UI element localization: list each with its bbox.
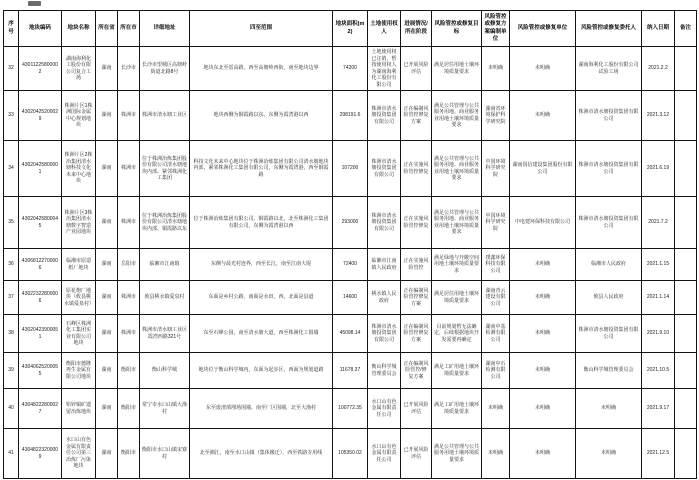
cell-province: 湖南 (96, 315, 118, 353)
cell-province: 湖南 (96, 141, 118, 197)
col-code: 地块编码 (19, 11, 62, 47)
cell-client: 攸县人民政府 (576, 281, 642, 315)
col-province: 所在省 (96, 11, 118, 47)
cell-stage: 已开展风险评估 (401, 429, 432, 479)
cell-target: 满足居住用地土壤环境质量要求 (432, 281, 482, 315)
cell-code: 43011225800002 (19, 47, 62, 91)
cell-plan-unit: 未明确 (482, 389, 510, 429)
land-parcel-table (3, 10, 697, 479)
cell-client: 株洲市清水塘投资集团有限公司 (576, 91, 642, 141)
cell-province: 湖南 (96, 197, 118, 249)
cell-address: 衡山科学城 (140, 353, 190, 389)
cell-repair-unit: 未明确 (510, 281, 576, 315)
cell-province: 湖南 (96, 429, 118, 479)
cell-repair-unit: 未明确 (510, 353, 576, 389)
cell-client: 湖南海利化工股份有限公司试验工场 (576, 47, 642, 91)
cell-city: 衡阳市 (118, 389, 140, 429)
cell-code: 43020425800001 (19, 141, 62, 197)
cell-plan-unit: 湖南中基检测有限公司 (482, 315, 510, 353)
cell-repair-unit: 湖南国信建设集团股份有限公司 (510, 141, 576, 197)
cell-note (675, 315, 697, 353)
col-name: 地块名称 (62, 11, 96, 47)
cell-target: 满足工矿用地土壤环境质量要求 (432, 389, 482, 429)
cell-name: 原花炮厂地块（攸县桃水镇爱泉村） (62, 281, 96, 315)
cell-client: 株洲市清水塘投资集团有限公司 (576, 315, 642, 353)
cell-city: 衡阳市 (118, 429, 140, 479)
cell-date: 2021.2.2 (642, 47, 675, 91)
col-land-user: 土地使用权人 (368, 11, 401, 47)
cell-stage: 正在实施风险管控修复 (401, 141, 432, 197)
cell-address: 株洲市清水塘工业区霞湾西路321号 (140, 315, 190, 353)
col-no: 序号 (4, 11, 19, 47)
cell-code: 43020425200029 (19, 91, 62, 141)
cell-boundary: 科技文化未来中心地块位于株洲冶炼集团有限公司清水塘地块内部，紧邻株洲化工集团有限公司，东侧为霞湾港，西至铜霞路 (190, 141, 333, 197)
cell-note (675, 141, 697, 197)
cell-date: 2021.12.5 (642, 429, 675, 479)
cell-land-user: 株洲市清水塘投资集团有限公司 (368, 141, 401, 197)
cell-no: 33 (4, 91, 19, 141)
cell-boundary: 东面是乡村公路，南面是水田，西、北面是县道 (190, 281, 333, 315)
cell-province: 湖南 (96, 91, 118, 141)
cell-stage: 正在实施风险管控 (401, 249, 432, 281)
cell-repair-unit: 未明确 (510, 315, 576, 353)
cell-land-user: 水口山有色金属有限责任公司 (368, 429, 401, 479)
cell-stage: 正在编制风险管控修复方案 (401, 315, 432, 353)
cell-area: 107200 (333, 141, 368, 197)
cell-stage: 正在编制风险管控修复方案 (401, 91, 432, 141)
cell-city: 株洲市 (118, 197, 140, 249)
cell-address: 常宁市水口山镇大渔村 (140, 389, 190, 429)
cell-stage: 已开展风险评估 (401, 47, 432, 91)
table-row (4, 315, 697, 353)
cell-code: 43068122700006 (19, 249, 62, 281)
cell-no: 35 (4, 197, 19, 249)
cell-area: 14600 (333, 281, 368, 315)
cell-date: 2021.3.12 (642, 91, 675, 141)
cell-plan-unit: 中国环境科学研究院 (482, 141, 510, 197)
cell-province: 湖南 (96, 47, 118, 91)
cell-area: 74200 (333, 47, 368, 91)
table-row (4, 429, 697, 479)
cell-client: 株洲市清水塘投资集团有限公司 (576, 197, 642, 249)
cell-province: 湖南 (96, 353, 118, 389)
cell-client: 未明确 (576, 429, 642, 479)
cell-name: 株洲片区1株洲国际金属中心规划地块 (62, 91, 96, 141)
col-plan-unit: 风险管控或修复方案编制单位 (482, 11, 510, 47)
table-row (4, 197, 697, 249)
cell-boundary: 地块西侧为铜霞路以东、东侧为霞湾港以西 (190, 91, 333, 141)
cell-plan-unit: 璞鑫环保科技有限公司 (482, 249, 510, 281)
cell-note (675, 47, 697, 91)
cell-note (675, 353, 697, 389)
cell-target: 满足公共管理与公共服务用地、商业服务业用地土壤环境质量要求 (432, 141, 482, 197)
cell-code: 43020423900051 (19, 315, 62, 353)
cell-target: 满足居住用地土壤环境质量要求 (432, 47, 482, 91)
cell-address: 临湘市江南镇 (140, 249, 190, 281)
cell-plan-unit: 湖南省环境保护科学研究院 (482, 91, 510, 141)
cell-no: 40 (4, 389, 19, 429)
col-area: 地块面积(m2) (333, 11, 368, 47)
cell-no: 39 (4, 353, 19, 389)
cell-name: 湖南海利化工股份有限公司复合工场 (62, 47, 96, 91)
cell-repair-unit: 未明确 (510, 91, 576, 141)
cell-target: 满足公共管理与公共服务用地、商业服务业用地土壤环境质量要求 (432, 91, 482, 141)
cell-repair-unit: 未明确 (510, 429, 576, 479)
cell-area: 298191.6 (333, 91, 368, 141)
cell-address: 衡阳市水口山镇宋寮村 (140, 429, 190, 479)
cell-plan-unit: 湖南青云建设有限公司 (482, 281, 510, 315)
cell-code: 43020425800045 (19, 197, 62, 249)
cell-date: 2021.10.5 (642, 353, 675, 389)
cell-note (675, 281, 697, 315)
cell-plan-unit: 中国环境科学研究院 (482, 197, 510, 249)
cell-land-user: 株洲市清水塘投资集团有限公司 (368, 197, 401, 249)
table-row (4, 281, 697, 315)
cell-no: 34 (4, 141, 19, 197)
cell-city: 岳阳市 (118, 249, 140, 281)
cell-boundary: 北至湘江，南至水口山镇（集体搬迁），西至铁路专用线 (190, 429, 333, 479)
cell-land-user: 桃水镇人民政府 (368, 281, 401, 315)
cell-boundary: 东至废渣填埋场围墙，南至厂区围墙，北至大渔村 (190, 389, 333, 429)
cell-stage: 正在实施风险管控修复 (401, 197, 432, 249)
cell-date: 2021.9.17 (642, 389, 675, 429)
cell-date: 2021.7.2 (642, 197, 675, 249)
cell-name: 衡阳市德隆再生金属有限公司地块 (62, 353, 96, 389)
cell-code: 43040625200055 (19, 353, 62, 389)
cell-client: 未明确 (576, 389, 642, 429)
page-corner-mark (28, 1, 41, 6)
cell-note (675, 249, 697, 281)
cell-repair-unit: 未明确 (510, 47, 576, 91)
table-row (4, 47, 697, 91)
cell-area: 100772.35 (333, 389, 368, 429)
col-city: 所在市 (118, 11, 140, 47)
cell-city: 长沙市 (118, 47, 140, 91)
cell-target: 满足绿地与开敞空间用地土壤环境质量要求 (432, 249, 482, 281)
cell-date: 2021.1.15 (642, 249, 675, 281)
table-row (4, 91, 697, 141)
cell-province: 湖南 (96, 389, 118, 429)
cell-city: 株洲市 (118, 315, 140, 353)
cell-no: 32 (4, 47, 19, 91)
col-client: 风险管控或修复委托人 (576, 11, 642, 47)
cell-land-user: 水口山有色金属有限责任公司 (368, 389, 401, 429)
cell-boundary: 地块位于衡山科学城内，东面为起步区，西面为规划道路 (190, 353, 333, 389)
cell-note (675, 389, 697, 429)
cell-target: 目前规划暂无法确定，后续根据地块开发需要再确定 (432, 315, 482, 353)
cell-no: 36 (4, 249, 19, 281)
cell-client: 临湘市人民政府 (576, 249, 642, 281)
cell-code: 43048222800027 (19, 389, 62, 429)
cell-address: 株洲市清水塘工业区 (140, 91, 190, 141)
table-row (4, 353, 697, 389)
cell-client: 株洲市清水塘投资集团有限公司 (576, 141, 642, 197)
cell-name: 水口山有色金属有限责任公司第三冶炼厂污染地块 (62, 429, 96, 479)
cell-name: 石峰区株洲化工集团实业有限公司地块 (62, 315, 96, 353)
cell-note (675, 429, 697, 479)
cell-address: 位于株洲冶炼集团股份有限公司清水塘地块内部、紧邻株洲化工集团 (140, 141, 190, 197)
cell-address: 长沙市望城区高塘岭街道北路8号 (140, 47, 190, 91)
cell-no: 38 (4, 315, 19, 353)
cell-land-user: 土地使用权已注销，暂按使用权人为湖南海利化工股份有限公司 (368, 47, 401, 91)
table-row (4, 141, 697, 197)
cell-date: 2021.6.19 (642, 141, 675, 197)
cell-date: 2021.9.10 (642, 315, 675, 353)
cell-stage: 正在编制风险管控修复方案 (401, 281, 432, 315)
cell-area: 45098.14 (333, 315, 368, 353)
cell-note (675, 91, 697, 141)
cell-boundary: 位于株洲冶炼集团有限公司、铜霞路以北，北至株洲化工集团有限公司，东侧为霞湾港以西 (190, 197, 333, 249)
col-date: 纳入日期 (642, 11, 675, 47)
col-stage: 进展情况/所在阶段 (401, 11, 432, 47)
cell-stage: 已开展风险评估 (401, 389, 432, 429)
cell-code: 43022322800006 (19, 281, 62, 315)
cell-area: 293000 (333, 197, 368, 249)
cell-area: 105350.02 (333, 429, 368, 479)
col-address: 详细地址 (140, 11, 190, 47)
cell-boundary: 东至石峰公园，南至清水塘大道，西至株洲化工围墙 (190, 315, 333, 353)
cell-name: 株洲片区2株冶集团清水塘科技文化未来中心地块 (62, 141, 96, 197)
table-row (4, 389, 697, 429)
cell-boundary: 地块东北至雷高路，西至高塘岭西街，南至地块边界 (190, 47, 333, 91)
col-boundary: 四至范围 (190, 11, 333, 47)
cell-plan-unit: 未明确 (482, 429, 510, 479)
cell-name: 株洲片区3株冶集团清水塘数字智造产业园地块 (62, 197, 96, 249)
cell-target: 满足公共管理与公共服务用地、商业服务业用地土壤环境质量要求 (432, 197, 482, 249)
cell-city: 株洲市 (118, 141, 140, 197)
cell-date: 2021.1.14 (642, 281, 675, 315)
cell-client: 衡山科学城管理委员会 (576, 353, 642, 389)
cell-code: 43048223200009 (19, 429, 62, 479)
cell-city: 株洲市 (118, 281, 140, 315)
cell-land-user: 株洲市清水塘投资集团有限公司 (368, 91, 401, 141)
cell-repair-unit: 中电建环保科技有限公司 (510, 197, 576, 249)
cell-name: 临湘市原造纸厂地块 (62, 249, 96, 281)
cell-city: 衡阳市 (118, 353, 140, 389)
cell-address: 攸县桃水镇爱泉村 (140, 281, 190, 315)
table-row (4, 249, 697, 281)
cell-land-user: 临湘市江南镇人民政府 (368, 249, 401, 281)
cell-target: 满足公共管理与公共服务用地土壤环境质量要求 (432, 429, 482, 479)
cell-area: 11678.37 (333, 353, 368, 389)
cell-repair-unit: 未明确 (510, 389, 576, 429)
cell-boundary: 东侧与晨光村连界，西至长江，南至江南大堤 (190, 249, 333, 281)
cell-city: 株洲市 (118, 91, 140, 141)
cell-target: 满足工矿用地土壤环境质量要求 (432, 353, 482, 389)
cell-area: 72400 (333, 249, 368, 281)
cell-plan-unit: 未明确 (482, 47, 510, 91)
cell-land-user: 株洲市清水塘投资集团有限公司 (368, 315, 401, 353)
cell-note (675, 197, 697, 249)
cell-name: 铅锌铜矿遗留冶炼地块 (62, 389, 96, 429)
cell-no: 41 (4, 429, 19, 479)
cell-address: 位于株洲冶炼集团股份有限公司清水塘地块内部、铜霞路以东 (140, 197, 190, 249)
cell-province: 湖南 (96, 281, 118, 315)
cell-plan-unit: 湖南中石检测有限公司 (482, 353, 510, 389)
header-row (4, 11, 697, 47)
col-note: 备注 (675, 11, 697, 47)
cell-stage: 正在编制风险管控/修复方案 (401, 353, 432, 389)
col-repair-unit: 风险管控或修复单位 (510, 11, 576, 47)
cell-no: 37 (4, 281, 19, 315)
cell-land-user: 衡山科学城管理委员会 (368, 353, 401, 389)
col-target: 风险管控或修复目标 (432, 11, 482, 47)
cell-province: 湖南 (96, 249, 118, 281)
cell-repair-unit: 未明确 (510, 249, 576, 281)
